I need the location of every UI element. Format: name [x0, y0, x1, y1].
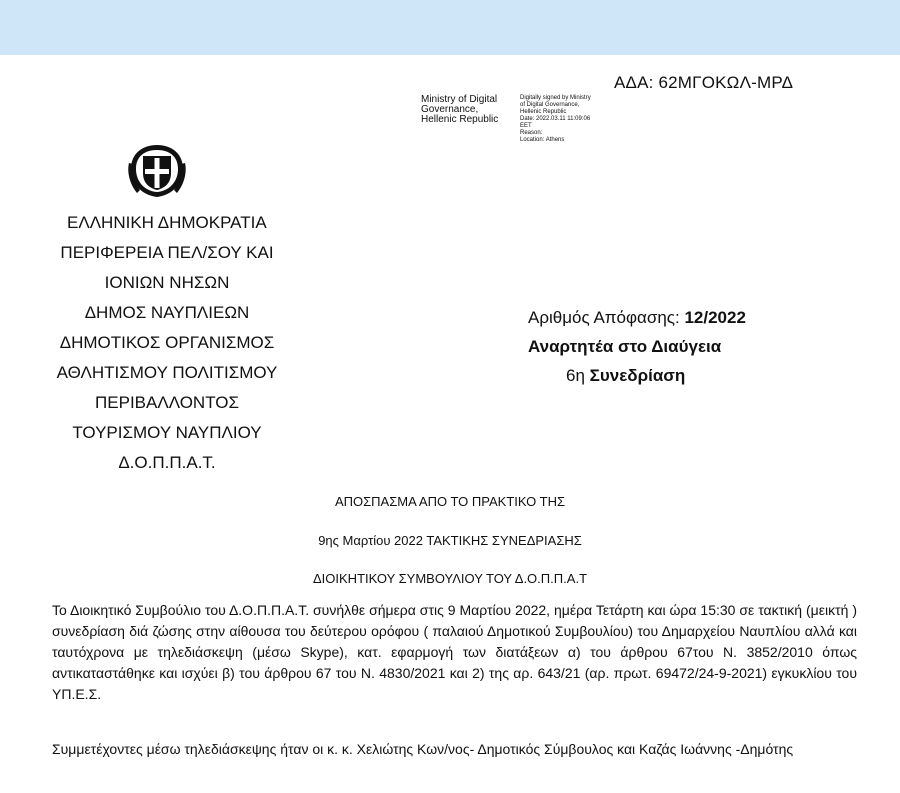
org-line: ΤΟΥΡΙΣΜΟΥ ΝΑΥΠΛΙΟΥ — [72, 423, 262, 442]
session-label: Συνεδρίαση — [589, 366, 686, 385]
signature-line: Digitally signed by Ministry — [520, 95, 591, 101]
session-info — [528, 361, 778, 390]
decision-block — [528, 303, 778, 390]
signature-line: Location: Athens — [520, 137, 565, 143]
ada-code: ΑΔΑ: 62ΜΓΟΚΩΛ-ΜΡΔ — [614, 73, 794, 92]
signature-details — [520, 95, 591, 144]
signature-line: Reason: — [520, 130, 543, 136]
signature-line: EET — [520, 123, 532, 129]
org-line: ΑΘΛΗΤΙΣΜΟΥ ΠΟΛΙΤΙΣΜΟΥ — [56, 363, 278, 382]
signature-line: Hellenic Republic — [520, 109, 567, 115]
body-paragraph-2: Συμμετέχοντες μέσω τηλεδιάσκεψης ήταν οι κ. κ. Χελιώτης Κων/νος- Δημοτικός Σύμβουλος και Καζάς Ιωάννης -Δημότης — [52, 741, 794, 757]
decision-number — [528, 303, 778, 332]
org-line: ΠΕΡΙΦΕΡΕΙΑ ΠΕΛ/ΣΟΥ ΚΑΙ — [60, 243, 274, 262]
greek-emblem-icon — [127, 143, 187, 199]
organization-block — [42, 208, 292, 478]
org-line: ΙΟΝΙΩΝ ΝΗΣΩΝ — [104, 273, 230, 292]
board-title: ΔΙΟΙΚΗΤΙΚΟΥ ΣΥΜΒΟΥΛΙΟΥ ΤΟΥ Δ.Ο.Π.Π.Α.Τ — [312, 571, 588, 586]
org-line: ΕΛΛΗΝΙΚΗ ΔΗΜΟΚΡΑΤΙΑ — [67, 213, 267, 232]
signer-line: Governance, — [421, 104, 479, 115]
signer-line: Hellenic Republic — [421, 114, 499, 125]
decision-number-value: 12/2022 — [684, 308, 746, 327]
publish-note: Αναρτητέα στο Διαύγεια — [528, 337, 722, 356]
org-line: Δ.Ο.Π.Π.Α.Τ. — [118, 453, 216, 472]
session-date-title: 9ης Μαρτίου 2022 ΤΑΚΤΙΚΗΣ ΣΥΝΕΔΡΙΑΣΗΣ — [318, 533, 582, 548]
session-prefix: 6η — [566, 366, 585, 385]
decision-number-label: Αριθμός Απόφασης: — [528, 308, 680, 327]
org-line: ΔΗΜΟΤΙΚΟΣ ΟΡΓΑΝΙΣΜΟΣ — [59, 333, 275, 352]
signature-line: Date: 2022.03.11 11:09:06 — [520, 116, 591, 122]
top-banner — [0, 0, 900, 55]
org-line: ΠΕΡΙΒΑΛΛΟΝΤΟΣ — [94, 393, 240, 412]
signer-line: Ministry of Digital — [421, 94, 498, 105]
body-paragraph-1: Το Διοικητικό Συμβούλιο του Δ.Ο.Π.Π.Α.Τ. συνήλθε σήμερα στις 9 Μαρτίου 2022, ημέρα Τετάρτη και ώρα 15:30 σε τακτική (μεικτή ) συνεδρίαση διά ζώσης στην αίθουσα του δεύτερου ορόφου ( παλαιού Δημοτικού Συμβουλίου) του Δημαρχείου Ναυπλίου αλλά και ταυτόχρονα με τηλεδιάσκεψη (μέσω Skype), κατ. εφαρμογή των διατάξεων α) του άρθρου 67του Ν. 3852/2010 όπως αντικαταστάθηκε και ισχύει β) του άρθρου 67 του Ν. 4830/2021 και 2) της αρ. 643/21 (αρ. πρωτ. 69472/24-9-2021) εγκυκλίου του ΥΠ.Ε.Σ. — [52, 602, 857, 702]
extract-title: ΑΠΟΣΠΑΣΜΑ ΑΠΟ ΤΟ ΠΡΑΚΤΙΚΟ ΤΗΣ — [334, 494, 566, 509]
signature-line: of Digital Governance, — [520, 102, 580, 108]
digital-signer — [421, 95, 498, 125]
org-line: ΔΗΜΟΣ ΝΑΥΠΛΙΕΩΝ — [84, 303, 250, 322]
